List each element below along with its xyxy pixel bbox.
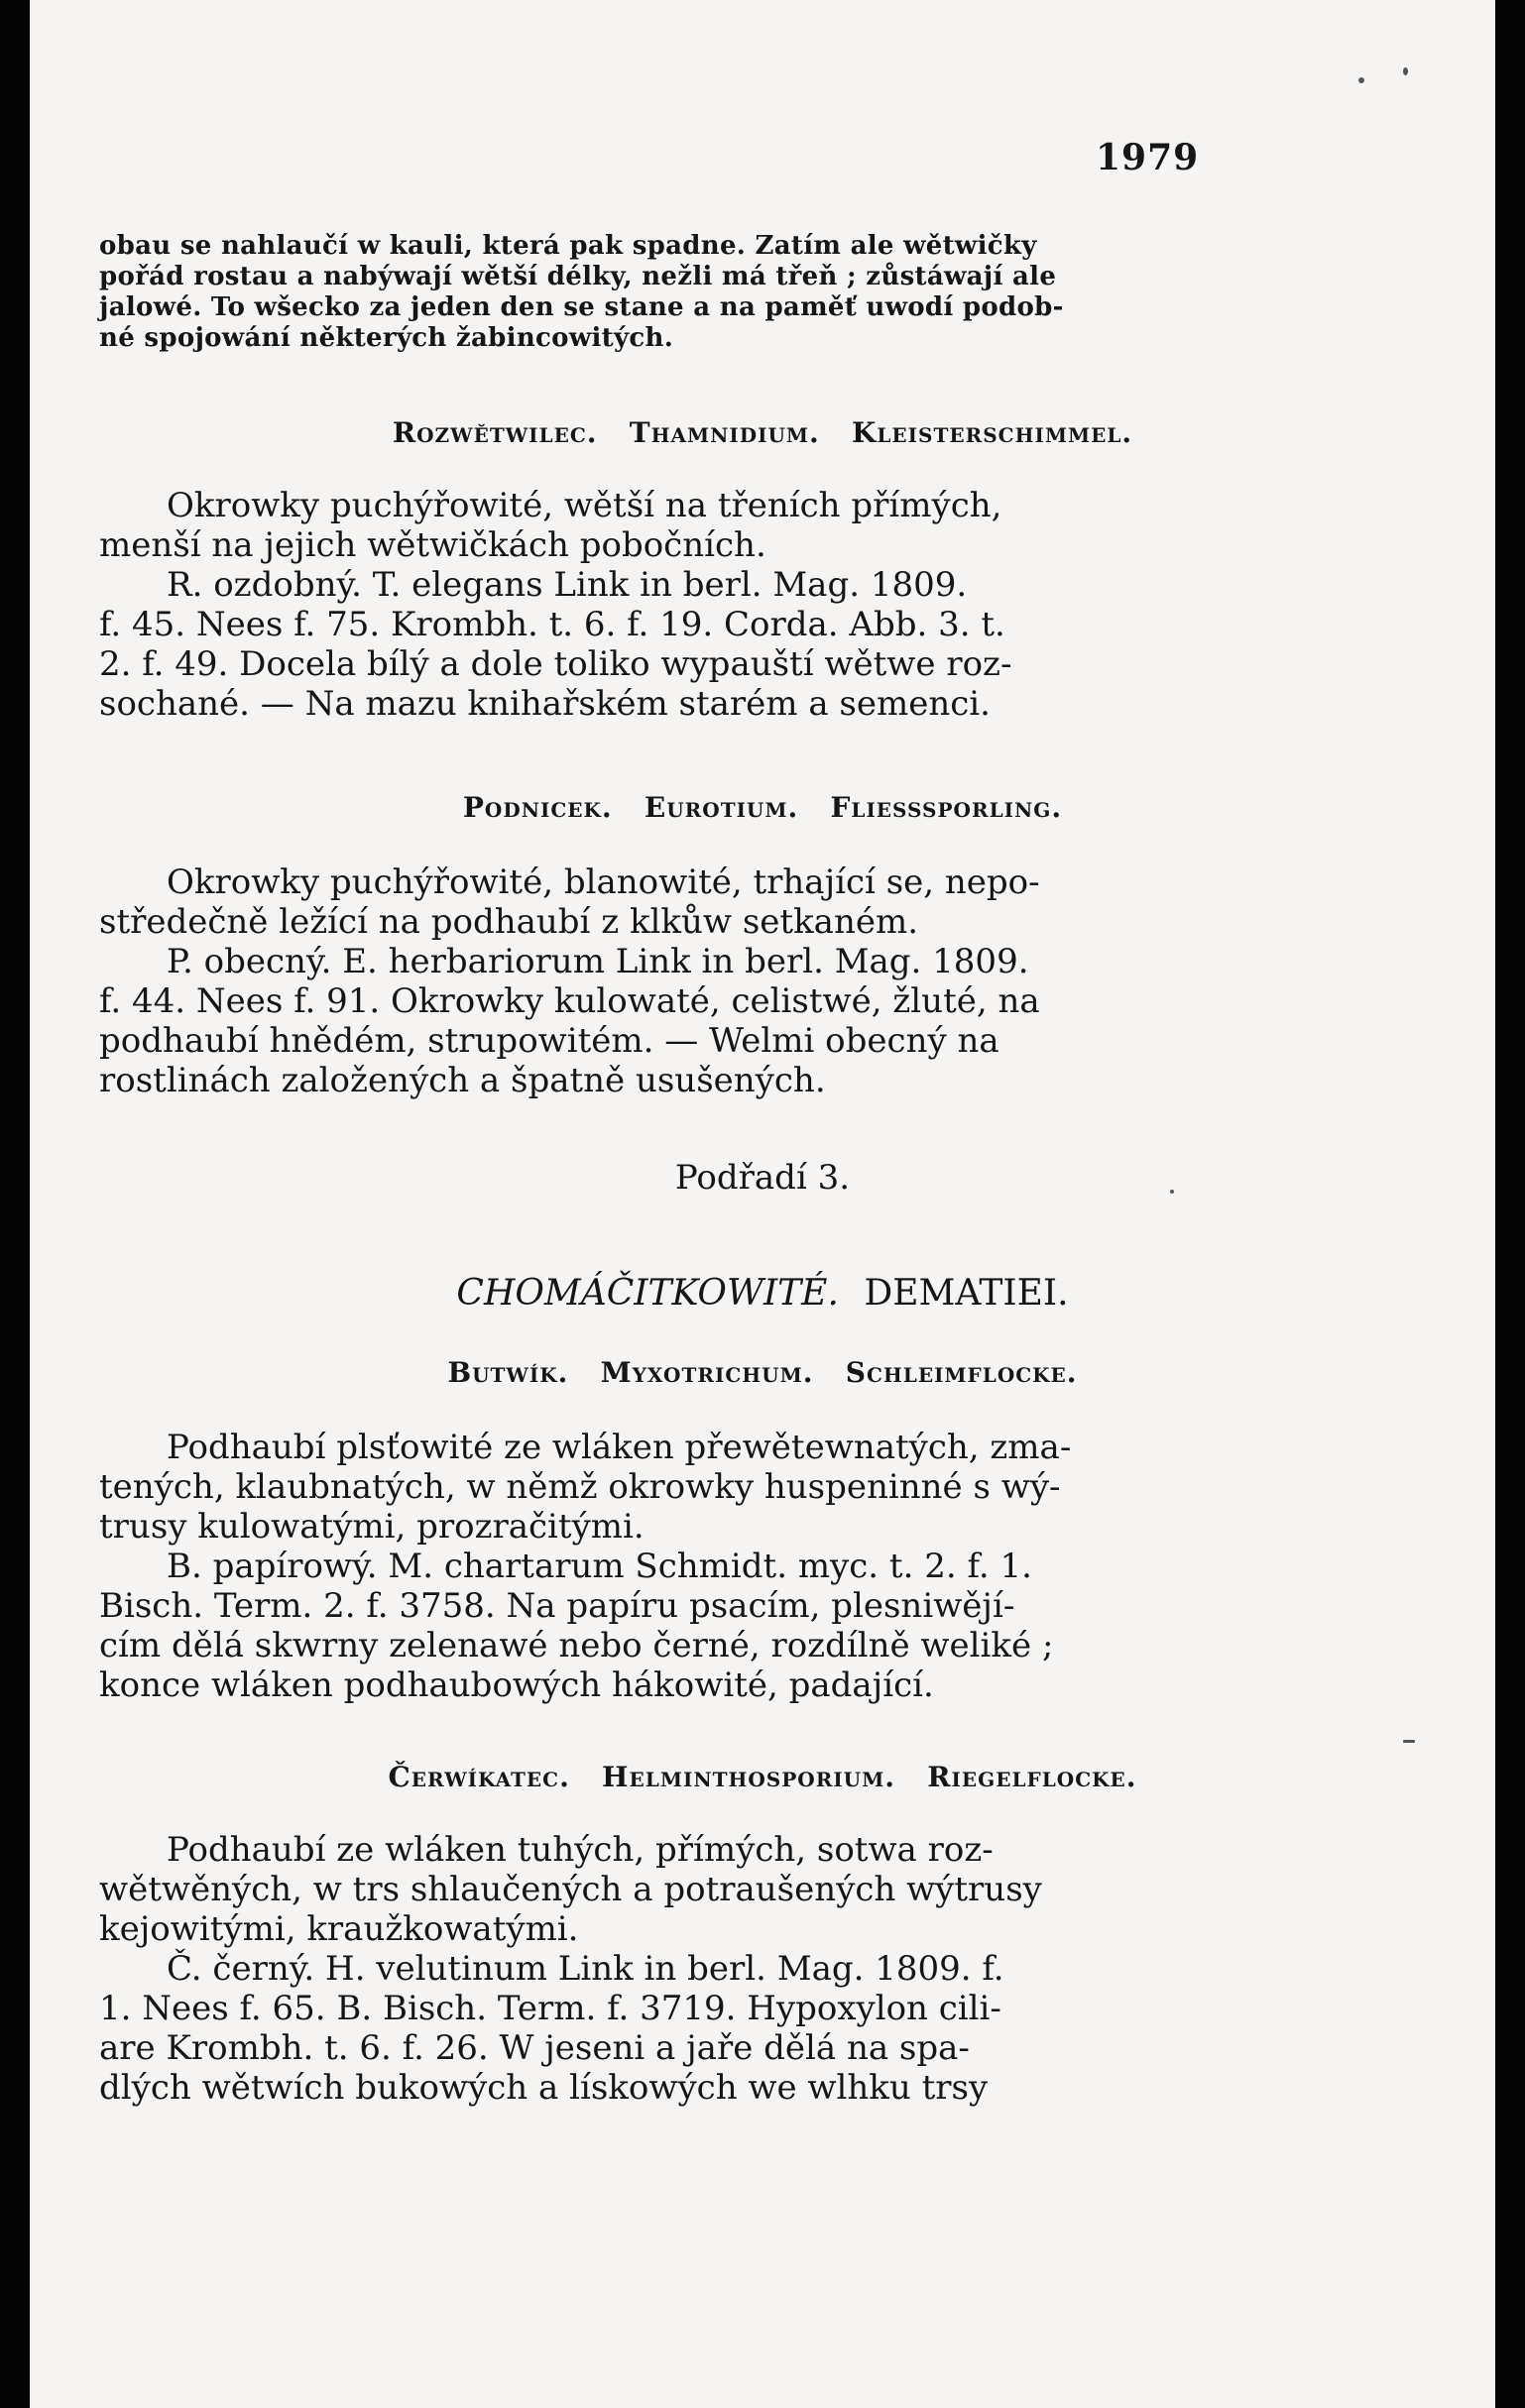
text-line: R. ozdobný. T. elegans Link in berl. Mag. 1809. — [167, 565, 968, 605]
text-line: trusy kulowatými, prozračitými. — [99, 1507, 645, 1547]
scan-speck — [1403, 1740, 1415, 1743]
text-line: Podhaubí plsťowité ze wláken přewětewnatých, zma- — [167, 1428, 1072, 1467]
genus-heading-podnicek: Podnicek. Eurotium. Fliesssporling. — [462, 791, 1063, 824]
text-line: P. obecný. E. herbariorum Link in berl. Mag. 1809. — [167, 942, 1029, 981]
text-line: are Krombh. t. 6. f. 26. W jeseni a jaře dělá na spa- — [99, 2028, 970, 2068]
text-line: Podhaubí ze wláken tuhých, přímých, sotwa roz- — [167, 1830, 994, 1870]
text-line: Okrowky puchýřowité, wětší na třeních přímých, — [167, 486, 1002, 525]
text-line: menší na jejich wětwičkách pobočních. — [99, 525, 766, 565]
genus-heading-cerwikatec: Čerwíkatec. Helminthosporium. Riegelflocke. — [388, 1761, 1137, 1793]
family-name-latin: DEMATIEI. — [864, 1273, 1069, 1314]
genus-description-cerwikatec — [99, 1830, 1225, 2108]
genus-description-rozwetwilec — [99, 486, 1225, 724]
genus-heading-rozwetwilec: Rozwětwilec. Thamnidium. Kleisterschimmel. — [392, 416, 1133, 449]
scan-border-right — [1495, 0, 1525, 2408]
text-line: 2. f. 49. Docela bílý a dole toliko wypauští wětwe roz- — [99, 644, 1012, 684]
genus-description-podnicek — [99, 862, 1225, 1100]
text-line: wětwěných, w trs shlaučených a potraušených wýtrusy — [99, 1870, 1042, 1909]
text-line: Okrowky puchýřowité, blanowité, trhající se, nepo- — [167, 862, 1040, 902]
scan-speck — [1403, 67, 1408, 75]
text-line: obau se nahlaučí w kauli, která pak spadne. Zatím ale wětwičky — [99, 231, 1037, 261]
text-line: f. 45. Nees f. 75. Krombh. t. 6. f. 19. Corda. Abb. 3. t. — [99, 605, 1005, 644]
text-line: né spojowání některých žabincowitých. — [99, 323, 674, 353]
genus-description-butwik — [99, 1428, 1225, 1705]
text-line: cím dělá skwrny zelenawé nebo černé, rozdílně weliké ; — [99, 1626, 1054, 1665]
text-line: B. papírowý. M. chartarum Schmidt. myc. t. 2. f. 1. — [167, 1547, 1032, 1586]
text-line: podhaubí hnědém, strupowitém. — Welmi obecný na — [99, 1021, 999, 1061]
text-line: kejowitými, kraužkowatými. — [99, 1909, 579, 1949]
text-line: f. 44. Nees f. 91. Okrowky kulowaté, celistwé, žluté, na — [99, 981, 1040, 1021]
scan-border-left — [0, 0, 30, 2408]
suborder-title: Podřadí 3. — [674, 1158, 851, 1198]
text-line: 1. Nees f. 65. B. Bisch. Term. f. 3719. Hypoxylon cili- — [99, 1989, 1001, 2028]
text-line: Č. černý. H. velutinum Link in berl. Mag. 1809. f. — [167, 1949, 1004, 1989]
text-line: konce wláken podhaubowých hákowité, padající. — [99, 1665, 934, 1705]
text-line: sochané. — Na mazu knihařském starém a semenci. — [99, 684, 991, 724]
text-line: středečně ležící na podhaubí z klkůw setkaném. — [99, 902, 919, 942]
text-line: pořád rostau a nabýwají wětší délky, nežli má třeň ; zůstáwají ale — [99, 262, 1057, 291]
family-name-czech: CHOMÁČITKOWITÉ. — [456, 1273, 839, 1314]
genus-heading-butwik: Butwík. Myxotrichum. Schleimflocke. — [447, 1356, 1078, 1389]
text-line: tených, klaubnatých, w němž okrowky huspeninné s wý- — [99, 1467, 1061, 1507]
scan-speck — [1170, 1190, 1174, 1194]
text-line: rostlinách založených a špatně usušených. — [99, 1061, 826, 1100]
text-line: dlých wětwích bukowých a lískowých we wlhku trsy — [99, 2068, 989, 2108]
text-line: jalowé. To wšecko za jeden den se stane a na paměť uwodí podob- — [99, 292, 1064, 322]
book-page — [30, 0, 1495, 2408]
intro-paragraph — [99, 231, 1225, 354]
text-line: Bisch. Term. 2. f. 3758. Na papíru psacím, plesniwějí- — [99, 1586, 1015, 1626]
family-title — [30, 1273, 1495, 1314]
page-number: 1979 — [1096, 137, 1200, 178]
scan-speck — [1358, 77, 1364, 83]
